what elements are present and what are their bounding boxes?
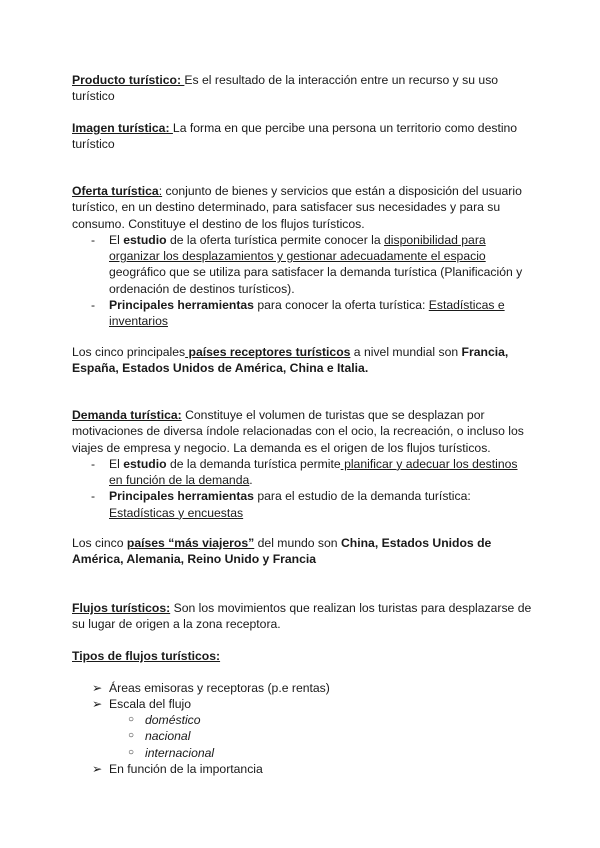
arrow-bullet: ➢: [92, 681, 103, 695]
dash-bullet: -: [91, 489, 96, 504]
demanda-b1-bold: estudio: [123, 456, 167, 471]
tipo-areas: Áreas emisoras y receptoras (p.e rentas): [109, 681, 330, 695]
list-item: [128, 712, 214, 728]
receptores-underlined: países receptores turísticos: [185, 345, 351, 359]
list-item: [92, 696, 512, 712]
demanda-list: [72, 456, 532, 521]
dash-bullet: -: [91, 456, 96, 471]
viajeros-underlined: países “más viajeros”: [126, 536, 255, 550]
viajeros-countries: China, Estados Unidos de América, Alemania, Reino Unido y Francia: [72, 536, 492, 567]
oferta-b1-bold: estudio: [123, 232, 167, 247]
tipos-list-2: [92, 761, 512, 777]
oferta-b1-underlined: disponibilidad para organizar los desplazamientos y gestionar adecuadamente el espacio: [109, 232, 486, 264]
flujos-heading: Flujos turísticos:: [72, 601, 171, 615]
escala-sublist: [128, 712, 214, 761]
demanda-b1-mid: de la demanda turística permite: [166, 456, 341, 471]
list-item: [92, 761, 512, 777]
escala-nacional: nacional: [145, 729, 191, 744]
flujos-text: Son los movimientos que realizan los turistas para desplazarse de su lugar de origen a la zona receptora.: [72, 601, 532, 632]
viajeros-paragraph: [72, 535, 532, 568]
oferta-list: [72, 232, 532, 330]
demanda-section: [72, 407, 532, 521]
circle-bullet: ○: [128, 714, 135, 725]
imagen-heading: Imagen turística:: [72, 121, 173, 135]
receptores-pre: Los cinco principales: [72, 345, 186, 359]
demanda-b1-post: .: [249, 473, 253, 488]
oferta-paragraph: [72, 183, 532, 232]
demanda-heading: Demanda turística:: [72, 408, 182, 422]
arrow-bullet: ➢: [92, 762, 103, 776]
oferta-b1-mid: de la oferta turística permite conocer la: [166, 232, 385, 247]
viajeros-mid: del mundo son: [254, 536, 341, 550]
imagen-paragraph: [72, 120, 532, 153]
demanda-b2-bold: Principales herramientas: [109, 489, 254, 504]
tipos-list-1: [92, 680, 512, 713]
oferta-b2-mid: para conocer la oferta turística:: [253, 298, 429, 313]
demanda-b1-pre: El: [109, 456, 124, 471]
tipo-importancia: En función de la importancia: [109, 762, 263, 776]
oferta-b1-pre: El: [109, 232, 124, 247]
receptores-paragraph: [72, 344, 532, 377]
dash-bullet: -: [91, 232, 96, 247]
escala-domestico: doméstico: [145, 713, 201, 727]
producto-text: Es el resultado de la interacción entre un recurso y su uso turístico: [72, 73, 499, 104]
circle-bullet: ○: [128, 730, 135, 742]
oferta-b2-bold: Principales herramientas: [109, 298, 254, 313]
flujos-paragraph: [72, 600, 532, 633]
demanda-b1-underlined: planificar y adecuar los destinos en función de la demanda: [109, 456, 518, 488]
oferta-text: conjunto de bienes y servicios que están a disposición del usuario turístico, en un destino determinado, para satisfacer sus necesidades y para su consumo. Constituye el destino de los flujos turísticos.: [72, 184, 522, 231]
list-item: [72, 456, 532, 489]
escala-internacional: internacional: [145, 745, 215, 760]
demanda-paragraph: [72, 407, 532, 456]
list-item: [128, 728, 214, 744]
list-item: [92, 680, 512, 696]
oferta-heading: Oferta turística: [72, 184, 159, 198]
oferta-section: [72, 183, 532, 330]
demanda-b2-mid: para el estudio de la demanda turística:: [253, 489, 471, 504]
demanda-text: Constituye el volumen de turistas que se desplazan por motivaciones de diversa índole relacionadas con el ocio, la recreación, o incluso los viajes de empresa y negocio. La demanda es el origen de los flujos turísticos.: [72, 408, 524, 455]
circle-bullet: ○: [128, 746, 135, 758]
oferta-b1-post: geográfico que se utiliza para satisfacer la demanda turística (Planificación y ordenación de destinos turísticos).: [109, 265, 523, 296]
tipo-escala: Escala del flujo: [109, 697, 191, 712]
producto-paragraph: [72, 72, 532, 105]
list-item: [128, 745, 214, 761]
receptores-countries: Francia, España, Estados Unidos de América, China e Italia.: [72, 345, 509, 376]
tipos-heading: Tipos de flujos turísticos:: [72, 649, 221, 663]
producto-heading: Producto turístico:: [72, 73, 185, 87]
oferta-b2-underlined: Estadísticas e inventarios: [109, 298, 505, 329]
imagen-text: La forma en que percibe una persona un territorio como destino turístico: [72, 121, 518, 152]
oferta-colon: :: [158, 184, 163, 198]
tipos-heading-paragraph: [72, 648, 532, 664]
list-item: [72, 488, 532, 521]
receptores-mid: a nivel mundial son: [350, 345, 462, 359]
dash-bullet: -: [91, 298, 96, 313]
demanda-b2-underlined: Estadísticas y encuestas: [109, 505, 244, 520]
list-item: [72, 297, 532, 330]
arrow-bullet: ➢: [92, 697, 103, 712]
viajeros-pre: Los cinco: [72, 536, 127, 550]
list-item: [72, 232, 532, 297]
